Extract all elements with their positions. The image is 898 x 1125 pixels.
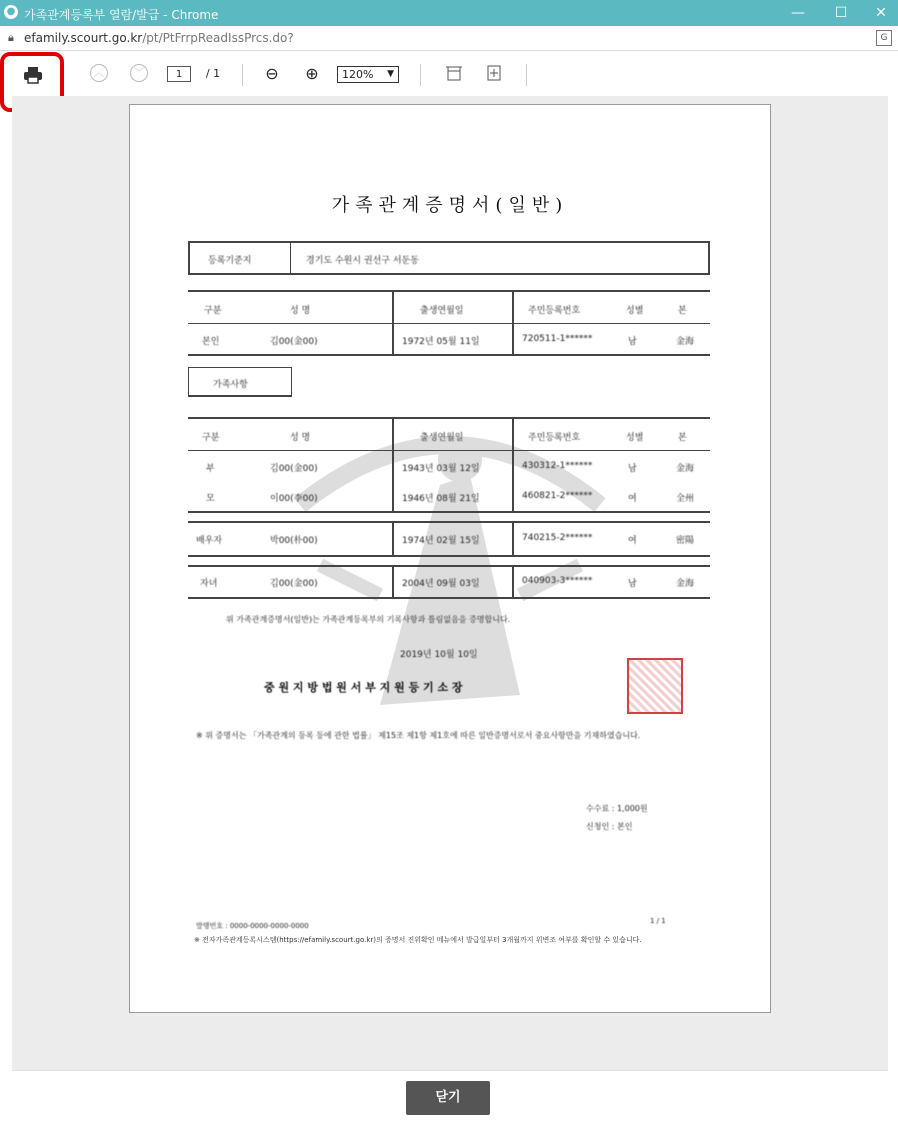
family-cell: 430312-1****** — [522, 461, 593, 471]
fit-width-icon[interactable] — [444, 64, 464, 84]
dropdown-arrow-icon: ▼ — [387, 69, 394, 79]
child-cell: 2004년 09월 03일 — [402, 579, 480, 589]
family-header: 구분 — [202, 433, 220, 443]
person-cell: 본인 — [202, 337, 220, 347]
window-title: 가족관계등록부 열람/발급 - Chrome — [24, 8, 219, 22]
minimize-button[interactable]: — — [791, 5, 805, 21]
url-text[interactable] — [24, 31, 294, 45]
person-cell: 1972년 05월 11일 — [402, 337, 480, 347]
spouse-cell: 1974년 02월 15일 — [402, 536, 480, 546]
zoom-in-icon[interactable]: ⊕ — [305, 64, 319, 83]
family-header: 성별 — [626, 433, 644, 443]
footer-code: 발행번호 : 0000-0000-0000-0000 — [196, 922, 309, 930]
family-cell: 여 — [628, 494, 637, 504]
family-cell: 남 — [628, 464, 637, 474]
family-cell: 460821-2****** — [522, 491, 593, 501]
next-page-icon[interactable]: ﹀ — [130, 64, 148, 82]
zoom-out-icon[interactable]: ⊖ — [265, 64, 279, 83]
person-cell: 김00(金00) — [270, 337, 318, 347]
family-label-box — [188, 367, 292, 397]
maximize-button[interactable]: ☐ — [834, 5, 848, 21]
family-header: 본 — [678, 433, 687, 443]
person-header: 구분 — [204, 306, 222, 316]
child-cell: 金海 — [676, 579, 695, 589]
receipt-line: 신청인 : 본인 — [586, 822, 633, 831]
spouse-cell: 여 — [628, 536, 637, 546]
address-bar[interactable] — [0, 26, 898, 51]
family-header: 주민등록번호 — [528, 433, 581, 443]
family-cell: 김00(金00) — [270, 464, 318, 474]
family-cell: 全州 — [676, 494, 695, 504]
spouse-cell: 密陽 — [676, 536, 695, 546]
person-cell: 金海 — [676, 337, 695, 347]
previous-page-icon[interactable]: ︿ — [90, 64, 108, 82]
person-header: 주민등록번호 — [528, 306, 581, 316]
statement-text: 위 가족관계증명서(일반)는 가족관계등록부의 기록사항과 틀림없음을 증명합니다. — [226, 615, 511, 624]
registry-label: 등록기준지 — [208, 256, 252, 266]
person-header: 성별 — [626, 306, 644, 316]
family-header: 출생연월일 — [420, 433, 464, 443]
family-cell: 부 — [206, 464, 215, 474]
divider — [12, 1070, 888, 1071]
issuer-text: 중 원 지 방 법 원 서 부 지 원 등 기 소 장 — [264, 681, 463, 694]
person-header: 출생연월일 — [420, 306, 464, 316]
family-cell: 모 — [206, 494, 215, 504]
close-window-button[interactable]: ✕ — [875, 5, 887, 21]
spouse-cell: 박00(朴00) — [270, 536, 318, 546]
registry-value: 경기도 수원시 권선구 서둔동 — [306, 256, 419, 266]
family-cell: 1943년 03월 12일 — [402, 464, 480, 474]
url-host: efamily.scourt.go.kr — [24, 31, 143, 45]
person-header: 본 — [678, 306, 687, 316]
family-cell: 金海 — [676, 464, 695, 474]
child-cell: 자녀 — [200, 579, 218, 589]
footer-page: 1 / 1 — [650, 917, 666, 925]
document-page — [129, 104, 771, 1013]
official-seal-icon — [627, 658, 683, 714]
fit-page-icon[interactable] — [484, 64, 504, 84]
family-label: 가족사항 — [213, 380, 248, 390]
pdf-toolbar — [12, 52, 888, 97]
person-cell: 720511-1****** — [522, 334, 593, 344]
page-number-input[interactable]: 1 — [167, 66, 191, 82]
registry-box — [188, 241, 710, 275]
child-cell: 남 — [628, 579, 637, 589]
chrome-icon: ● — [4, 5, 18, 19]
footer-note: ※ 전자가족관계등록시스템(https://efamily.scourt.go.kr)의 증명서 진위확인 메뉴에서 발급일부터 3개월까지 위변조 여부를 확인할 수 있습니다. — [194, 936, 642, 944]
translate-icon[interactable]: G — [876, 30, 892, 46]
page-total: / 1 — [205, 67, 221, 80]
url-path: /pt/PtFrrpReadIssPrcs.do? — [142, 31, 294, 45]
child-cell: 040903-3****** — [522, 576, 593, 586]
family-header: 성 명 — [290, 433, 311, 443]
person-header: 성 명 — [290, 306, 311, 316]
issue-date: 2019년 10월 10일 — [400, 650, 478, 660]
zoom-value: 120% — [342, 68, 374, 81]
family-cell: 1946년 08월 21일 — [402, 494, 480, 504]
close-button[interactable]: 닫기 — [406, 1081, 490, 1115]
spouse-cell: 배우자 — [196, 536, 223, 546]
receipt-line: 수수료 : 1,000원 — [586, 804, 648, 813]
person-cell: 남 — [628, 337, 637, 347]
family-cell: 이00(李00) — [270, 494, 318, 504]
notice-text: ※ 위 증명서는 「가족관계의 등록 등에 관한 법률」 제15조 제1항 제1호에 따른 일반증명서로서 중요사항만을 기재하였습니다. — [196, 731, 641, 740]
child-cell: 김00(金00) — [270, 579, 318, 589]
lock-icon: 🔒︎ — [8, 31, 14, 44]
window-titlebar — [0, 0, 898, 26]
zoom-select[interactable] — [337, 66, 399, 83]
spouse-cell: 740215-2****** — [522, 533, 593, 543]
document-title: 가족관계증명서(일반) — [331, 195, 569, 216]
